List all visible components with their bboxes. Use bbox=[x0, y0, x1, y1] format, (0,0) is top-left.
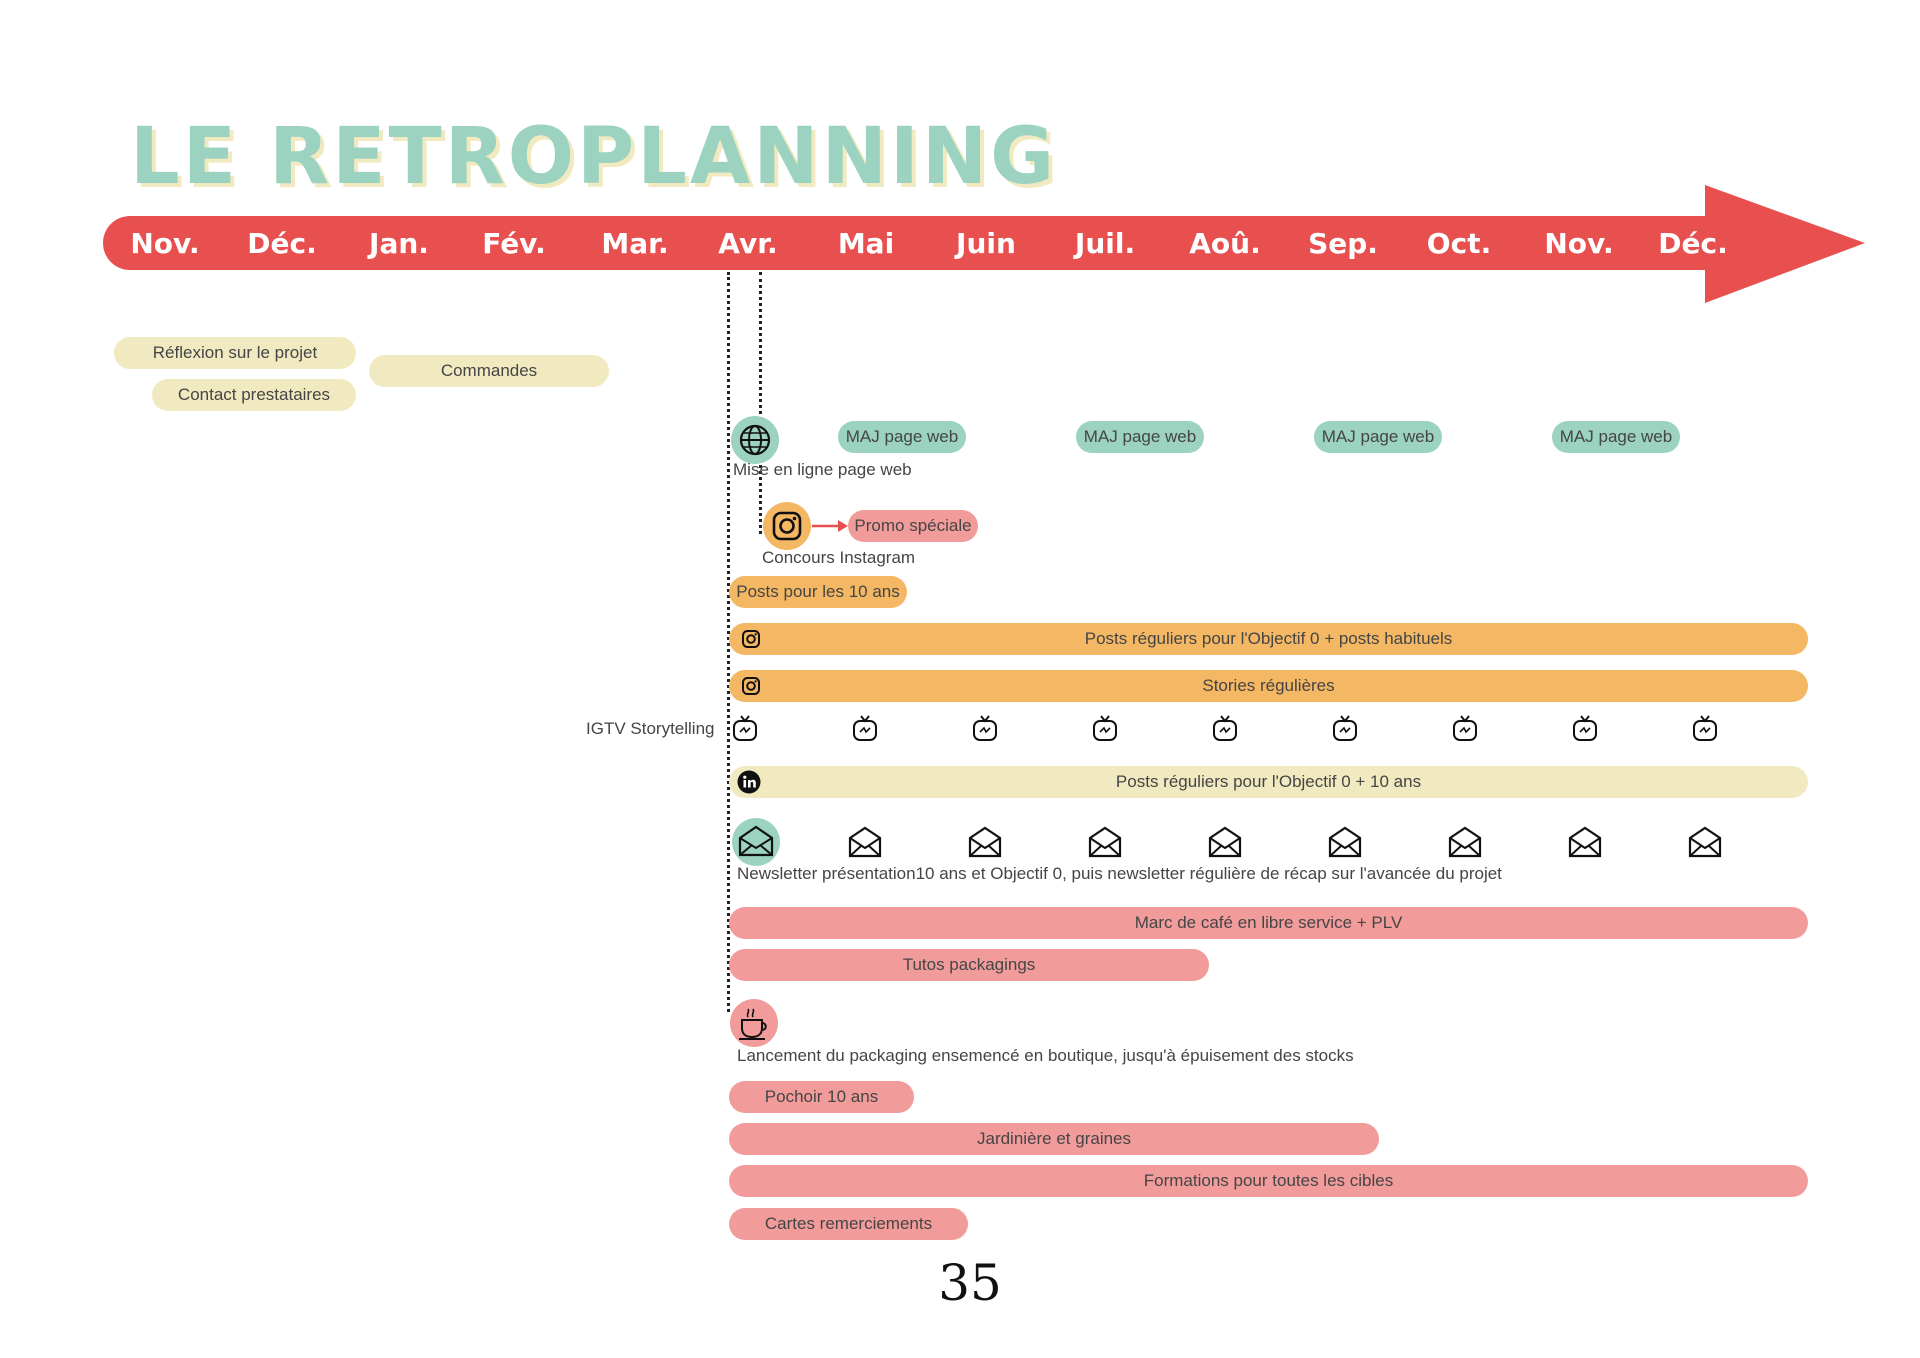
task-label: Posts réguliers pour l'Objectif 0 + posts habituels bbox=[1084, 629, 1453, 648]
lancement-label: Lancement du packaging ensemencé en boutique, jusqu'à épuisement des stocks bbox=[737, 1046, 1354, 1065]
igtv-icon bbox=[970, 713, 1000, 743]
month-label: Juil. bbox=[1074, 227, 1136, 260]
coffee-cup-icon bbox=[729, 998, 779, 1048]
month-label: Jan. bbox=[369, 227, 429, 260]
page-number: 35 bbox=[938, 1254, 1002, 1312]
task-maj-web: MAJ page web bbox=[1314, 421, 1442, 453]
page-title: LE RETROPLANNING bbox=[130, 112, 1058, 202]
envelope-icon bbox=[1207, 824, 1243, 860]
igtv-icon bbox=[1210, 713, 1240, 743]
task-marc-de-cafe: Marc de café en libre service + PLV bbox=[729, 907, 1808, 939]
linkedin-icon bbox=[737, 770, 761, 794]
task-formations: Formations pour toutes les cibles bbox=[729, 1165, 1808, 1197]
month-label: Avr. bbox=[718, 227, 778, 260]
igtv-icon bbox=[1330, 713, 1360, 743]
envelope-icon bbox=[967, 824, 1003, 860]
igtv-icon bbox=[850, 713, 880, 743]
task-label: Stories régulières bbox=[1202, 676, 1335, 695]
contest-dotted-line bbox=[759, 272, 762, 534]
month-label: Mar. bbox=[601, 227, 669, 260]
contest-label: Concours Instagram bbox=[762, 548, 916, 567]
month-label: Déc. bbox=[1658, 227, 1728, 260]
task-maj-web: MAJ page web bbox=[838, 421, 966, 453]
task-linkedin-posts bbox=[729, 766, 1808, 798]
igtv-icon bbox=[1690, 713, 1720, 743]
month-label: Mai bbox=[837, 227, 895, 260]
month-label: Aoû. bbox=[1189, 227, 1261, 260]
month-label: Oct. bbox=[1426, 227, 1492, 260]
envelope-icon bbox=[731, 817, 781, 867]
task-stories bbox=[729, 670, 1808, 702]
envelope-icon bbox=[1327, 824, 1363, 860]
task-posts-reguliers-instagram bbox=[729, 623, 1808, 655]
month-label: Juin bbox=[956, 227, 1016, 260]
task-tutos-packagings: Tutos packagings bbox=[729, 949, 1209, 981]
task-posts-10-ans: Posts pour les 10 ans bbox=[729, 576, 907, 608]
task-pochoir: Pochoir 10 ans bbox=[729, 1081, 914, 1113]
igtv-icon bbox=[730, 713, 760, 743]
globe-icon bbox=[730, 415, 780, 465]
envelope-icon bbox=[847, 824, 883, 860]
instagram-icon bbox=[762, 501, 812, 551]
igtv-icon bbox=[1090, 713, 1120, 743]
task-maj-web: MAJ page web bbox=[1076, 421, 1204, 453]
web-launch-label: Mise en ligne page web bbox=[733, 460, 912, 479]
month-label: Déc. bbox=[247, 227, 317, 260]
newsletter-label: Newsletter présentation10 ans et Objectif 0, puis newsletter régulière de récap sur l'avancée du projet bbox=[737, 864, 1502, 883]
task-maj-web: MAJ page web bbox=[1552, 421, 1680, 453]
task-commandes: Commandes bbox=[369, 355, 609, 387]
igtv-icon bbox=[1570, 713, 1600, 743]
igtv-label: IGTV Storytelling bbox=[586, 719, 715, 738]
instagram-icon bbox=[741, 676, 761, 696]
month-label: Nov. bbox=[130, 227, 200, 260]
instagram-icon bbox=[741, 629, 761, 649]
month-label: Sep. bbox=[1308, 227, 1378, 260]
envelope-icon bbox=[1087, 824, 1123, 860]
task-label: Posts réguliers pour l'Objectif 0 + 10 ans bbox=[1115, 772, 1422, 791]
igtv-icon bbox=[1450, 713, 1480, 743]
envelope-icon bbox=[1687, 824, 1723, 860]
envelope-icon bbox=[1567, 824, 1603, 860]
month-label: Nov. bbox=[1544, 227, 1614, 260]
month-label: Fév. bbox=[482, 227, 546, 260]
timeline-arrow bbox=[0, 0, 1920, 330]
envelope-icon bbox=[1447, 824, 1483, 860]
task-contact-prestataires: Contact prestataires bbox=[152, 379, 356, 411]
task-reflexion: Réflexion sur le projet bbox=[114, 337, 356, 369]
task-promo-speciale: Promo spéciale bbox=[848, 510, 978, 542]
arrow-icon bbox=[812, 518, 848, 534]
task-jardiniere: Jardinière et graines bbox=[729, 1123, 1379, 1155]
task-cartes-remerciements: Cartes remerciements bbox=[729, 1208, 968, 1240]
